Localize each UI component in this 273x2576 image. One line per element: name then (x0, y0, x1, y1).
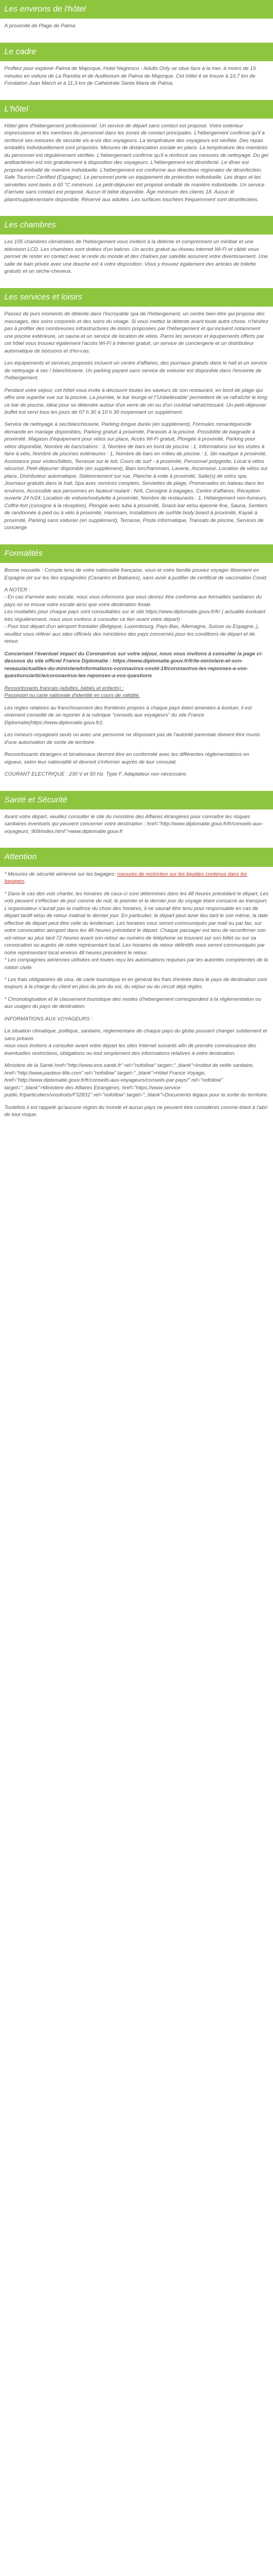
services-paragraph-2: Les équipements et services proposés incluent un centre d'affaires, des journaux gratuits dans le hall et un service de nettoyage à sec / blanchisserie. Un parking payant sans service de voiturier est disponible dans l'enceinte de l'hébergement. (4, 360, 268, 382)
section-chambres (0, 234, 273, 287)
formalites-paragraph-1: Bonne nouvelle : Compte tenu de votre nationalité française, vous et votre famille pouvez voyager librement en Espagne (et sur les îles espagnoles (Canaries et Baléares), sans avoir à justifier de certificat de vaccination Covid. (4, 567, 268, 581)
attention-paragraph-7: Ministère de la Santé href="http://www.inre.santé.fr" rel="nofollow" target="_blank">Institut de veille sanitaire, href="http://www.pasteur-lille.com" rel="nofollow" target="_blank">Hôtel France Voyage, href="http://www.diplomatie.gouv.fr/fr/conseils-aux-voyageurs/conseils-par-pays/" rel="nofollow" target="_blank">Ministère des Affaires Etrangères, href="https://www.service-public.fr/particuliers/vosdroits/F32831" rel="nofollow" target="_blank">Documents légaux pour la sortie du territoire. (4, 1063, 269, 1099)
attention-paragraph-1 (4, 871, 269, 885)
formalites-paragraph-4: Ressortissants français (adultes, bébés et enfants) : Passeport ou carte nationale d'identité en cours de validité. (4, 685, 140, 699)
services-paragraph-3: Pendant votre séjour, cet hôtel vous invite à découvrir toutes les saveurs de son restaurant, en bord de plage qui offre une superbe vue sur la piscine. La journée, le bar lounge et l''Unbelievable' permettent de se rafraîchir le long ce bar de piscine, idéal pour se détendre autour d'un verre de vin ou d'un cocktail rafraîchissant. Un petit-déjeuner buffet est servi tous les jours de 07 h 30 à 10 h 30 moyennant un supplément. (4, 387, 268, 415)
attention-p1-tail: . (24, 878, 26, 885)
environs-intro: A proximité de Plage de Palma (4, 23, 76, 30)
section-title-environs: Les environs de l'hôtel (0, 0, 273, 19)
formalites-paragraph-2: A NOTER : - En cas d'arrivée avec escale, nous vous informons que vous devrez être conforme aux formalités sanitaires du pays où se trouve votre escale ainsi que votre destination finale. Les modalités pour chaque pays sont consultables sur le site https://www.diplomatie.gouv.fr/fr/ ( actualité évoluant très régulièrement, nous vous invitons à consulter ce lien avant votre départ) - Pour tout départ d'un aéroport frontalier (Belgique, Luxembourg, Pays-Bas, Allemagne, Suisse ou Espagne..), veuillez vous référer aux sites officiels des ministères des pays concernés pour les conditions de départ et de retour. (4, 587, 265, 645)
hotel-text: Hôtel géré d'hébergement professionnel. Un service de départ sans contact est proposé. Votre extérieur impressionne et les membres du personnel dans les zones de contact principales. L'hébergement confirme qu'il a renforcé ses mesures de sécurité vis-à-vis des voyageurs. La température des voyageurs est vérifiée. Des repas emballés individuellement sont proposés. Mesures de distanciation sociale en place. La température des membres du personnel est régulièrement vérifiée. L'hébergement confirme qu'il a renforcé ses mesures de nettoyage. Du gel antibactérien est mis gratuitement à disposition des voyageurs. L'hébergement est désinfecté. Le dîner est proposé emballé de manière individuelle. L'hébergement est conforme aux directives régionales de désinfection. Safe Tourism Certified (Espagne). Le personnel porte un équipement de protection individuelle. Les draps et les serviettes sont lavés à 60 °C minimum. Le petit-déjeuner est proposé emballé de manière individuelle. Un service d'arrivée sans contact est proposé. Aucun lit bébé disponible. Âge minimum des clients 18. Aucun lit pliant/supplémentaire disponible. Réservé aux adultes. Les surfaces touchées fréquemment sont désinfectées. (4, 122, 269, 203)
attention-p1-lead: * Mesures de sécurité aérienne sur les bagages: (4, 871, 117, 877)
cadre-text: Profitez pour explorer Palma de Majorque, Hotel Negresco - Adults Only se situe face à la mer, à moins de 15 minutes en voiture de La Rambla et de Auditorium de Palma de Majorque. Cet hôtel 4 se trouve à 10,7 km de Fondation Juan March et à 11,3 km de Cathédrale Santa Maria de Palma. (4, 66, 256, 87)
section-title-chambres: Les chambres (0, 216, 273, 234)
attention-paragraph-6: La situation climatique, politique, sanitaire, réglementaire de chaque pays du globe pouvant changer subitement et sans préavis nous vous invitons à consulter avant votre départ les sites Internet suivants afin de prendre connaissance des éventuelles restrictions, obligations ou tout simplement des informations relatives à votre destination. (4, 1028, 268, 1057)
section-environs (0, 19, 273, 42)
attention-paragraph-2: * Dans le cas des vols charter, les horaires de ceux-ci sont déterminés dans les 48 heures précédant le départ. Les vols peuvent s'effectuer de jour comme de nuit, le premier et le dernier jour du voyage étant consacré au transport. L'organisateur n'aurait pas la maîtrise du choix des horaires, il ne saurait être tenu pour responsable en cas de départ tardif et/ou de retour matinal le dernier jour. En particulier, le départ peut avoir lieu tard le soir même, la date effective de départ peut être celle du lendemain. Les horaires vous seront communiqués par mail ou par fax, sur votre convocation aéroport dans les 48 heures précédant le départ. Chaque passager est tenu de reconfirmer son vol retour au plus tard 72 heures avant son retour au numéro de téléphone se trouvant sur son billet ou sur sa convocation ou auprès de notre représentant local. Les horaires de retour définitifs vous seront communiqués par notre représentant local environ 48 heures précédent le retour. * Les compagnies aériennes utilisées ont toutes reçu les autorisations requises par les autorités compétentes de la nation civile. (4, 890, 269, 971)
section-hotel (0, 119, 273, 216)
section-sante (0, 809, 273, 848)
section-services (0, 307, 273, 544)
chambres-text: Les 105 chambres climatisées de l'hébergement vous invitent à la détente et comprennent un minibar et une télévision LCD. Les chambres sont dotées d'un balcon. Un accès gratuit au réseau Internet Wi-Fi et câblé vous permet de rester en contact avec le reste du monde et des chaînes par satellite assurent votre divertissement. Une salle de bain privée avec une douche est à votre disposition. Vous y trouvez également des articles de toilette gratuits et un sèche-cheveux. (4, 239, 268, 275)
services-paragraph-1: Passez de purs moments de détente dans l'incroyable spa de l'hébergement, un centre bien-être qui propose des massages, des soins corporels et des soins du visage. Si vous mettez la détente avant toute autre chose, n'hésitez pas à profiter des nombreuses infrastructures de loisirs proposées par l'hébergement et qui incluent notamment une piscine extérieure, un sauna et un service de location de vélos. Parmi les services et équipements offerts par cet hôtel vous trouvez également l'accès Wi-Fi à Internet gratuit, un service de conciergerie et un distributeur automatique de boissons et d'en-cas. (4, 311, 269, 354)
formalites-paragraph-6: Les mineurs voyageant seuls ou avec une personne ne disposant pas de l'autorité parentale doivent être munis d'une autorisation de sortie de territoire. (4, 732, 260, 746)
liquids-restriction-link[interactable]: mesures de restriction sur les liquides contenus dans les bagages (4, 871, 247, 885)
section-title-attention: Attention (0, 848, 273, 866)
section-cadre (0, 61, 273, 99)
section-title-cadre: Le cadre (0, 43, 273, 61)
sante-paragraph-1: Avant votre départ, veuillez consulter le site du ministère des Affaires étrangères pour connaître les risques sanitaires éventuels qui peuvent concerner votre destination : href="http://www.diplomatie.gouv.fr/fr/conseils-aux-voyageurs_909/index.html">www.diplomatie.gouv.fr (4, 813, 263, 835)
section-title-services: Les services et loisirs (0, 288, 273, 307)
attention-paragraph-8: Toutefois il est rappelé qu'aucune région du monde et aucun pays ne peuvent être considérés comme étant à l'abri de tout risque. (4, 1104, 268, 1118)
attention-paragraph-3: * Les frais obligatoires de visa, de carte touristique et en général les frais d'entrée dans le pays de destination sont toujours à la charge du client en plus du prix du vol, du séjour ou du circuit déjà réglés. (4, 977, 267, 990)
section-attention (0, 867, 273, 1131)
hotel-details-page (0, 0, 273, 1131)
services-paragraph-4: Service de nettoyage à sec/blanchisserie, Parking longue durée (en supplément), Formules romantiques/de demande en mariage disponibles, Parking gratuit à proximité, Parasols à la piscine. Possibilité de baignade à proximité. Magasin d'équipement pour vélos sur place, Accès Wi-Fi gratuit, Plongée à proximité, Parking pour vélos disponible, Nombre de bars/salons : 3, Nombre de bars en bord de piscine : 1, Informations sur les visites à faire à vélo, Nombre de piscines extérieures : 1, Nombre de bars en milieu de piscine : 1, Ski nautique à proximité, Assistance pour visites/billets, Terrasse sur le toit, Cours de surf - à proximité, Personnel polyglotte, Local à vélos sécurisé, Petit-déjeuner disponible (en supplément), Bain turc/hammam, Laverie, Ascenseur, Location de vélos sur place, Distributeur automatique, Stationnement sur rue, Planche à voile à proximité, Salle(s) de soins spa, Journaux gratuits dans le hall, Spa avec services complets, Serviettes de plage, Promenades en bateau dans les environs, Accessible aux personnes en fauteuil roulant : N/A, Consigne à bagages, Centre d'affaires, Réception ouverte 24 h/24, Location de voiture/mobylette à proximité, Nombre de restaurants : 1, Hébergement non-fumeurs, Coffre-fort (consigne à la réception), Plongée avec tuba à proximité, Snack-bar et/ou épicerie fine, Sauna, Sentiers de randonnée à pied ou à vélo à proximité, Hammam, Installations de surf/de body board à proximité, Kayak à proximité, Parking sans voiturier (en supplément), Terrasse, Poste informatique, Transats de piscine, Services de concierge (4, 421, 268, 531)
section-title-sante: Santé et Sécurité (0, 791, 273, 809)
section-title-hotel: L'hôtel (0, 100, 273, 119)
section-formalites (0, 563, 273, 791)
attention-paragraph-5: INFORMATIONS AUX VOYAGEURS : (4, 1016, 93, 1022)
attention-paragraph-4: * Chronologisation et le classement touristique des modes d'hébergement correspondent à la réglementation ou aux usages du pays de destination. (4, 996, 262, 1010)
formalites-paragraph-8: COURANT ELECTRIQUE : 230 V et 50 Hz. Type F. Adaptateur non nécessaire. (4, 771, 188, 778)
formalites-paragraph-7: Ressortissants étrangers et binationaux devront être en conformité avec les différentes réglementations en vigueur, selon leur nationalité et devront s'informer auprès de leur consulat. (4, 752, 250, 765)
formalites-paragraph-3: Concernant l'éventuel impact du Coronavirus sur votre séjour, nous vous invitons à consulter la page ci-dessous du site officiel France Diplomatie : https://www.diplomatie.gouv.fr/fr/le-ministere-et-son-reseau/actualites-du-ministere/informations-coronavirus-covid-19/coronavirus-les-reponses-a-vos-questions/article/coronavirus-les-reponses-a-vos-questions (4, 650, 263, 679)
section-title-formalites: Formalités (0, 544, 273, 563)
formalites-paragraph-5: Les règles relatives au franchissement des frontières propres à chaque pays étant amenées à évoluer, il est vivement conseillé de se reporter à la rubrique "conseils aux voyageurs" du site France Diplomatie(https://www.diplomatie.gouv.fr/). (4, 705, 252, 726)
